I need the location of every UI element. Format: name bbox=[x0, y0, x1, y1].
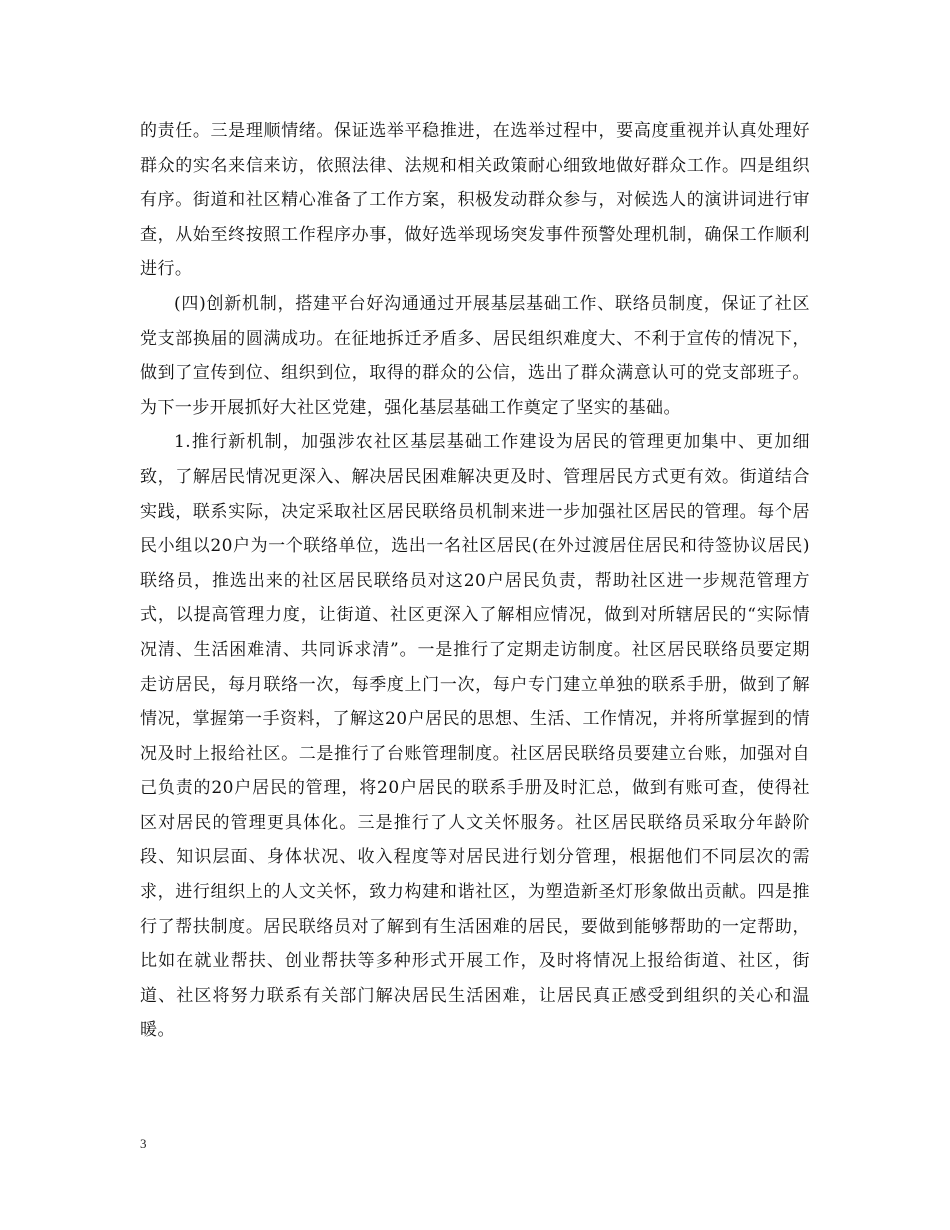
paragraph-continuation: 的责任。三是理顺情绪。保证选举平稳推进，在选举过程中，要高度重视并认真处理好群众的实名来信来访，依照法律、法规和相关政策耐心细致地做好群众工作。四是组织有序。街道和社区精心准备了工作方案，积极发动群众参与，对候选人的演讲词进行审查，从始至终按照工作程序办事，做好选举现场突发事件预警处理机制，确保工作顺利进行。 bbox=[140, 121, 810, 280]
paragraph-new-mechanism: 1.推行新机制，加强涉农社区基层基础工作建设为居民的管理更加集中、更加细致，了解居民情况更深入、解决居民困难解决更及时、管理居民方式更有效。街道结合实践，联系实际，决定采取社区居民联络员机制来进一步加强社区居民的管理。每个居民小组以20户为一个联络单位，选出一名社区居民(在外过渡居住居民和待签协议居民)联络员，推选出来的社区居民联络员对这20户居民负责，帮助社区进一步规范管理方式，以提高管理力度，让街道、社区更深入了解相应情况，做到对所辖居民的“实际情况清、生活困难清、共同诉求清”。一是推行了定期走访制度。社区居民联络员要定期走访居民，每月联络一次，每季度上门一次，每户专门建立单独的联系手册，做到了解情况，掌握第一手资料，了解这20户居民的思想、生活、工作情况，并将所掌握到的情况及时上报给社区。二是推行了台账管理制度。社区居民联络员要建立台账，加强对自己负责的20户居民的管理，将20户居民的联系手册及时汇总，做到有账可查，使得社区对居民的管理更具体化。三是推行了人文关怀服务。社区居民联络员采取分年龄阶段、知识层面、身体状况、收入程度等对居民进行划分管理，根据他们不同层次的需求，进行组织上的人文关怀，致力构建和谐社区，为塑造新圣灯形象做出贡献。四是推行了帮扶制度。居民联络员对了解到有生活困难的居民，要做到能够帮助的一定帮助，比如在就业帮扶、创业帮扶等多种形式开展工作，及时将情况上报给街道、社区，街道、社区将努力联系有关部门解决居民生活困难，让居民真正感受到组织的关心和温暖。 bbox=[140, 432, 810, 1041]
page-number: 3 bbox=[140, 1136, 147, 1151]
document-body bbox=[140, 114, 810, 1048]
paragraph-innovation-mechanism: (四)创新机制，搭建平台好沟通通过开展基层基础工作、联络员制度，保证了社区党支部换届的圆满成功。在征地拆迁矛盾多、居民组织难度大、不利于宣传的情况下，做到了宣传到位、组织到位，取得的群众的公信，选出了群众满意认可的党支部班子。为下一步开展抓好大社区党建，强化基层基础工作奠定了坚实的基础。 bbox=[140, 293, 810, 418]
